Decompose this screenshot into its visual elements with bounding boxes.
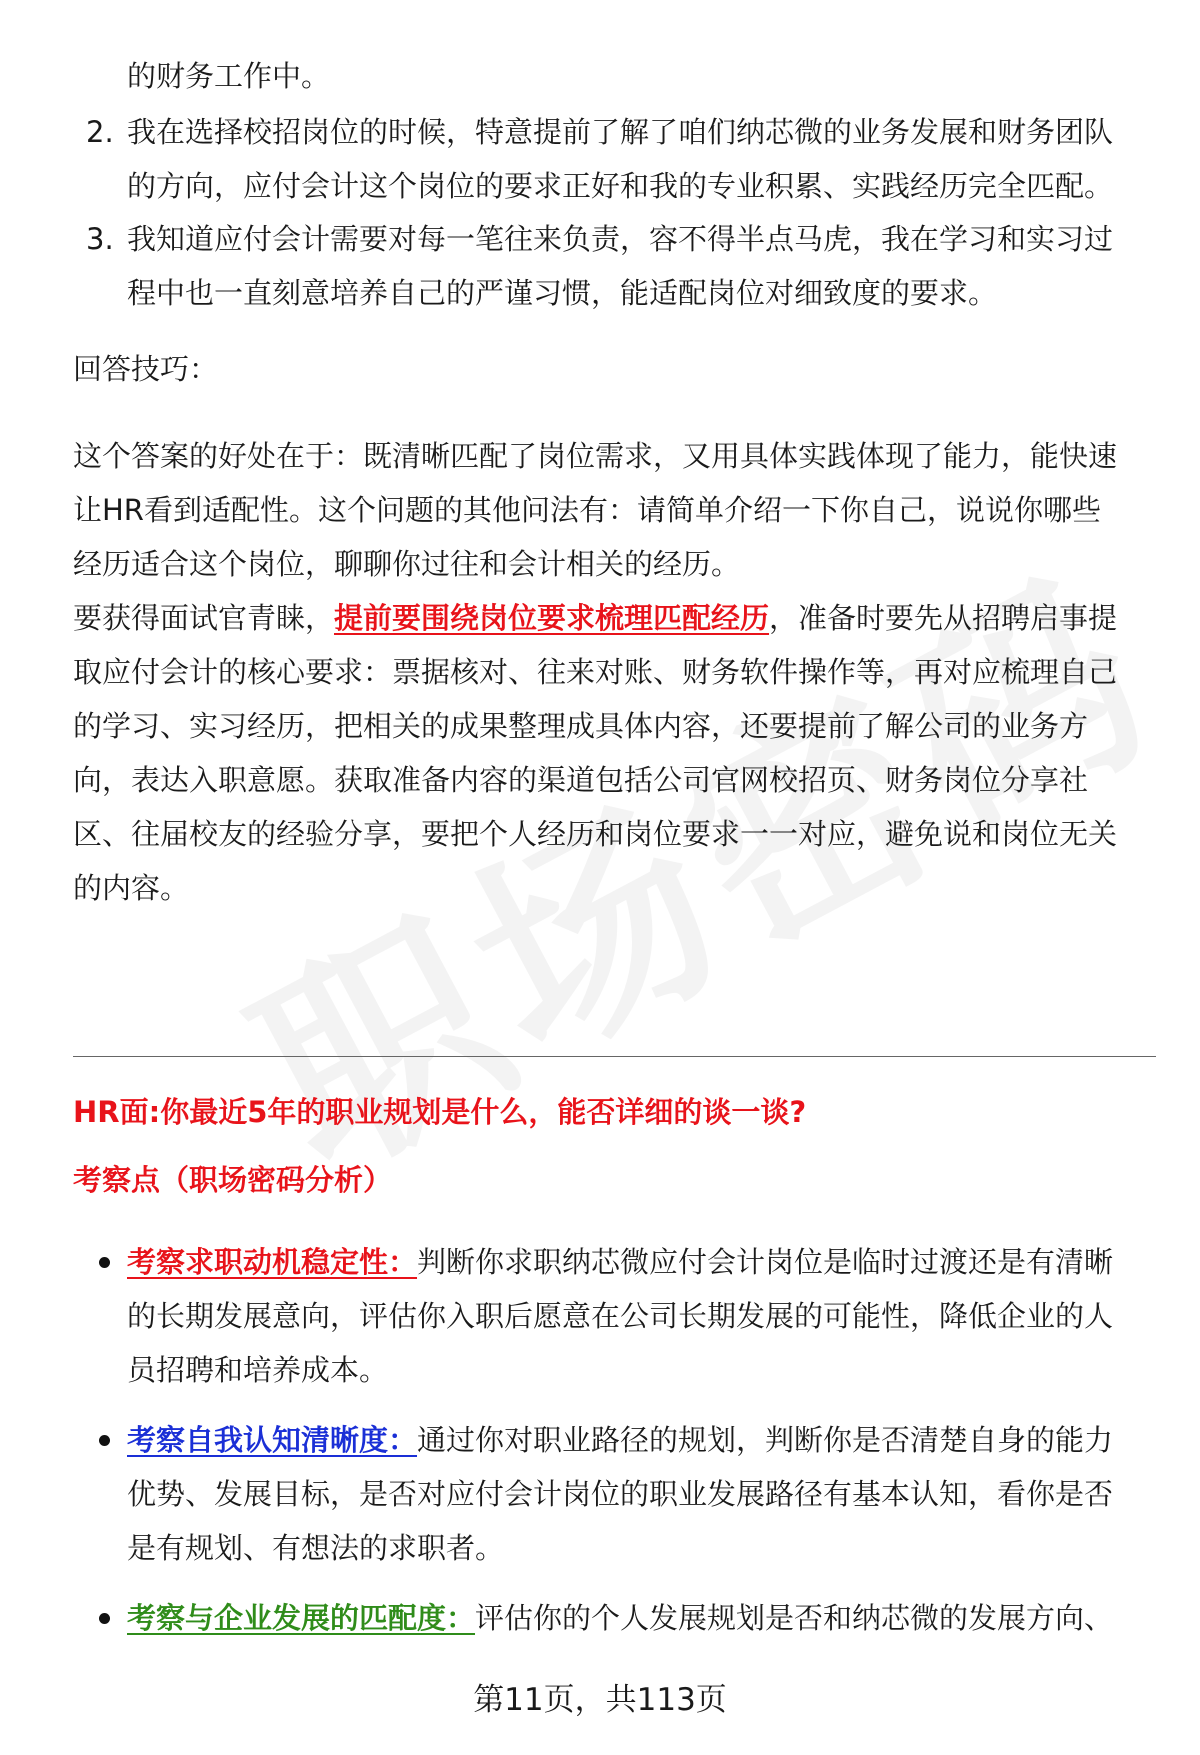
bullet-dot-1 [99,1257,110,1268]
question-subtitle: 考察点（职场密码分析） [73,1163,393,1197]
tips-para1-line2: 让HR看到适配性。这个问题的其他问法有：请简单介绍一下你自己，说说你哪些 [73,493,1101,527]
bullet-1-label: 考察求职动机稳定性： [127,1245,418,1279]
tips-key-highlight: 提前要围绕岗位要求梳理匹配经历 [334,601,770,635]
tips-para2-line5: 区、往届校友的经验分享，要把个人经历和岗位要求一一对应，避免说和岗位无关 [73,817,1118,851]
bullet-2-text: 通过你对职业路径的规划，判断你是否清楚自身的能力 [417,1423,1114,1457]
bullet-2-line2: 优势、发展目标，是否对应付会计岗位的职业发展路径有基本认知，看你是否 [127,1477,1114,1511]
list-item-3-line2: 程中也一直刻意培养自己的严谨习惯，能适配岗位对细致度的要求。 [127,276,998,310]
bullet-3-label: 考察与企业发展的匹配度： [127,1601,476,1635]
tips-para1-line1: 这个答案的好处在于：既清晰匹配了岗位需求，又用具体实践体现了能力，能快速 [73,439,1118,473]
section-divider [73,1056,1156,1057]
bullet-1-text: 判断你求职纳芯微应付会计岗位是临时过渡还是有清晰 [417,1245,1114,1279]
question-title: HR面:你最近5年的职业规划是什么，能否详细的谈一谈? [73,1095,807,1129]
list-item-1-tail: 的财务工作中。 [127,59,331,93]
tips-para2-line6: 的内容。 [73,871,190,905]
tips-para2-line4: 向，表达入职意愿。获取准备内容的渠道包括公司官网校招页、财务岗位分享社 [73,763,1089,797]
bullet-3-text: 评估你的个人发展规划是否和纳芯微的发展方向、 [475,1601,1114,1635]
tips-para2-line1 [73,598,1117,638]
bullet-2-label: 考察自我认知清晰度： [127,1423,418,1457]
tips-para2-line2: 取应付会计的核心要求：票据核对、往来对账、财务软件操作等，再对应梳理自己 [73,655,1118,689]
bullet-2-line3: 是有规划、有想法的求职者。 [127,1531,505,1565]
list-number-2: 2. [86,115,114,149]
tips-para2-line3: 的学习、实习经历，把相关的成果整理成具体内容，还要提前了解公司的业务方 [73,709,1089,743]
tips-para1-line3: 经历适合这个岗位，聊聊你过往和会计相关的经历。 [73,547,741,581]
bullet-1-line1 [127,1242,1113,1282]
list-number-3: 3. [86,222,114,256]
page-number-footer: 第11页，共113页 [473,1682,727,1718]
bullet-3-line1 [127,1598,1113,1638]
tips-para2-suffix: ，准备时要先从招聘启事提 [769,601,1118,635]
tips-label: 回答技巧： [73,352,219,386]
bullet-dot-3 [99,1613,110,1624]
list-item-2-line2: 的方向，应付会计这个岗位的要求正好和我的专业积累、实践经历完全匹配。 [127,169,1114,203]
bullet-2-line1 [127,1420,1113,1460]
bullet-1-line3: 员招聘和培养成本。 [127,1353,389,1387]
bullet-1-line2: 的长期发展意向，评估你入职后愿意在公司长期发展的可能性，降低企业的人 [127,1299,1114,1333]
list-item-3-line1: 我知道应付会计需要对每一笔往来负责，容不得半点马虎，我在学习和实习过 [127,222,1114,256]
list-item-2-line1: 我在选择校招岗位的时候，特意提前了解了咱们纳芯微的业务发展和财务团队 [127,115,1114,149]
tips-para2-prefix: 要获得面试官青睐， [73,601,335,635]
bullet-dot-2 [99,1435,110,1446]
